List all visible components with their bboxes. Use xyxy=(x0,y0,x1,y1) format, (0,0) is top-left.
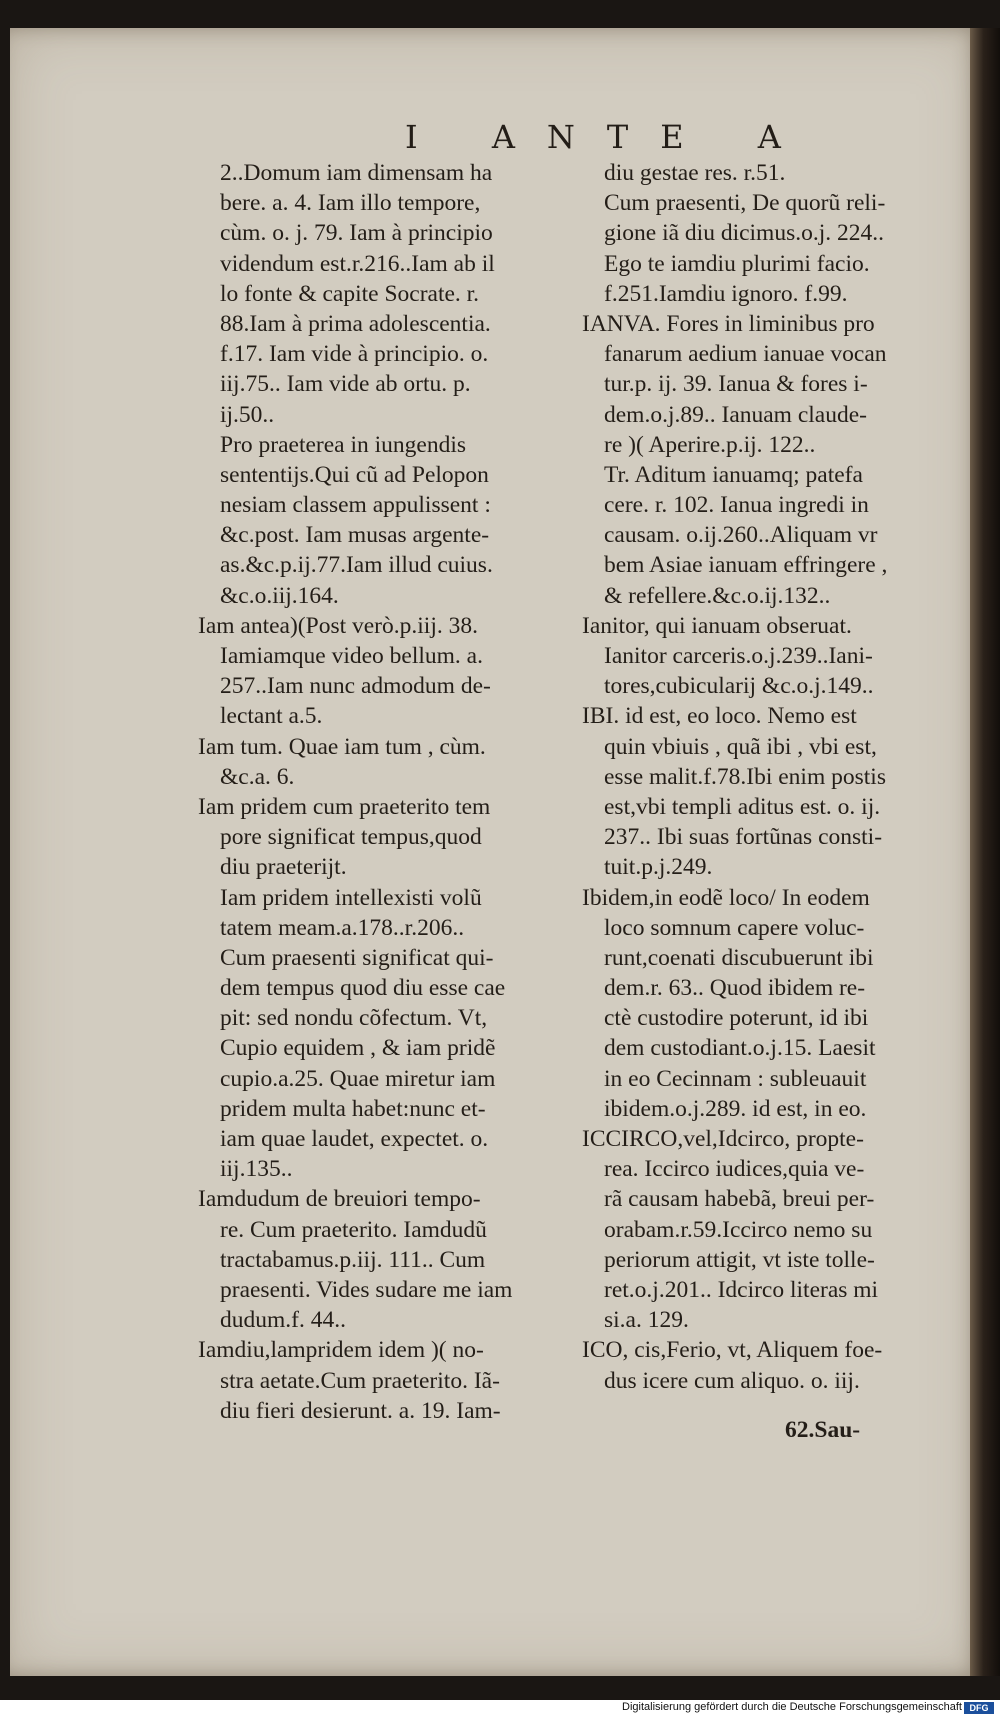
text-line: dus icere cum aliquo. o. iij. xyxy=(604,1367,860,1394)
text-line: esse malit.f.78.Ibi enim postis xyxy=(604,763,886,790)
text-line: IBI. id est, eo loco. Nemo est xyxy=(582,703,857,730)
text-line: ICO, cis,Ferio, vt, Aliquem foe- xyxy=(582,1337,883,1364)
text-line: periorum attigit, vt iste tolle- xyxy=(604,1246,875,1273)
text-line: f.17. Iam vide à principio. o. xyxy=(220,341,489,368)
text-line: Iam pridem intellexisti volũ xyxy=(220,884,482,911)
text-line: dem tempus quod diu esse cae xyxy=(220,975,506,1002)
text-line: 257..Iam nunc admodum de- xyxy=(220,673,491,700)
text-line: ctè custodire poterunt, id ibi xyxy=(604,1005,869,1032)
text-line: si.a. 129. xyxy=(604,1307,689,1334)
text-line: tores,cubicularij &c.o.j.149.. xyxy=(604,673,874,700)
text-line: Iamdiu,lampridem idem )( no- xyxy=(198,1337,484,1364)
text-line: Iam antea)(Post verò.p.iij. 38. xyxy=(198,612,478,639)
footer-credit: Digitalisierung gefördert durch die Deutsche Forschungsgemeinschaft xyxy=(622,1701,962,1713)
text-line: cere. r. 102. Ianua ingredi in xyxy=(604,492,869,519)
text-line: Cum praesenti significat qui- xyxy=(220,944,494,971)
text-line: praesenti. Vides sudare me iam xyxy=(220,1276,513,1303)
text-line: iam quae laudet, expectet. o. xyxy=(220,1126,489,1152)
left-column xyxy=(198,158,600,1426)
text-line: Iam tum. Quae iam tum , cùm. xyxy=(198,733,486,760)
text-line: Tr. Aditum ianuamq; patefa xyxy=(604,461,863,488)
text-line: Iam pridem cum praeterito tem xyxy=(198,793,491,820)
text-line: loco somnum capere voluc- xyxy=(604,914,865,941)
text-line: causam. o.ij.260..Aliquam vr xyxy=(604,522,878,549)
text-line: Ianitor carceris.o.j.239..Iani- xyxy=(604,643,873,669)
text-line: dem.o.j.89.. Ianuam claude- xyxy=(604,401,867,428)
text-line: re )( Aperire.p.ij. 122.. xyxy=(604,431,816,458)
text-line: Iamiamque video bellum. a. xyxy=(220,643,483,669)
text-line: stra aetate.Cum praeterito. Iã- xyxy=(220,1367,500,1394)
text-line: lectant a.5. xyxy=(220,703,323,730)
text-line: iij.135.. xyxy=(220,1156,293,1183)
running-head: I ANTE A xyxy=(405,118,813,156)
text-line: pridem multa habet:nunc et- xyxy=(220,1095,486,1122)
text-line: dem.r. 63.. Quod ibidem re- xyxy=(604,975,866,1002)
text-line: &c.o.iij.164. xyxy=(220,582,339,609)
text-line: Ibidem,in eodẽ loco/ In eodem xyxy=(582,884,870,911)
text-line: Cupio equidem , & iam pridẽ xyxy=(220,1035,496,1062)
text-line: Cum praesenti, De quorũ reli- xyxy=(604,190,886,217)
text-line: diu gestae res. r.51. xyxy=(604,160,786,186)
text-line: cupio.a.25. Quae miretur iam xyxy=(220,1065,496,1092)
text-line: cùm. o. j. 79. Iam à principio xyxy=(220,220,493,247)
text-line: IANVA. Fores in liminibus pro xyxy=(582,310,875,337)
catchword: 62.Sau- xyxy=(785,1417,861,1443)
text-line: 88.Iam à prima adolescentia. xyxy=(220,310,491,337)
text-line: bere. a. 4. Iam illo tempore, xyxy=(220,190,481,217)
text-line: 237.. Ibi suas fortũnas consti- xyxy=(604,824,883,851)
text-line: Pro praeterea in iungendis xyxy=(220,431,467,458)
dfg-logo: DFG xyxy=(964,1702,994,1714)
text-line: Ego te iamdiu plurimi facio. xyxy=(604,250,870,277)
text-line: Iamdudum de breuiori tempo- xyxy=(198,1186,481,1213)
text-line: iij.75.. Iam vide ab ortu. p. xyxy=(220,371,471,398)
text-line: orabam.r.59.Iccirco nemo su xyxy=(604,1216,873,1243)
text-line: videndum est.r.216..Iam ab il xyxy=(220,250,495,277)
text-line: nesiam classem appulissent : xyxy=(220,492,491,519)
text-line: &c.a. 6. xyxy=(220,763,295,790)
text-line: ICCIRCO,vel,Idcirco, propte- xyxy=(582,1126,864,1152)
page-bottom-edge xyxy=(0,1676,1000,1700)
text-line: tractabamus.p.iij. 111.. Cum xyxy=(220,1246,486,1273)
text-line: ibidem.o.j.289. id est, in eo. xyxy=(604,1095,867,1122)
text-line: diu fieri desierunt. a. 19. Iam- xyxy=(220,1397,501,1424)
text-line: 2..Domum iam dimensam ha xyxy=(220,160,493,186)
text-line: & refellere.&c.o.ij.132.. xyxy=(604,582,831,609)
text-line: rã causam habebã, breui per- xyxy=(604,1186,875,1213)
text-line: lo fonte & capite Socrate. r. xyxy=(220,280,480,307)
text-line: pore significat tempus,quod xyxy=(220,824,482,851)
text-line: tur.p. ij. 39. Ianua & fores i- xyxy=(604,371,868,398)
text-line: bem Asiae ianuam effringere , xyxy=(604,552,888,579)
text-line: Ianitor, qui ianuam obseruat. xyxy=(582,612,852,639)
text-line: pit: sed nondu cõfectum. Vt, xyxy=(220,1005,488,1032)
text-line: ij.50.. xyxy=(220,401,275,428)
text-line: as.&c.p.ij.77.Iam illud cuius. xyxy=(220,552,493,579)
text-line: runt,coenati discubuerunt ibi xyxy=(604,944,874,971)
text-line: gione iã diu dicimus.o.j. 224.. xyxy=(604,220,885,247)
text-line: quin vbiuis , quã ibi , vbi est, xyxy=(604,733,877,760)
text-line: tuit.p.j.249. xyxy=(604,854,713,881)
text-line: sententijs.Qui cũ ad Pelopon xyxy=(220,461,489,488)
text-line: tatem meam.a.178..r.206.. xyxy=(220,914,465,941)
right-column xyxy=(582,158,979,1396)
text-line: in eo Cecinnam : subleuauit xyxy=(604,1065,867,1092)
text-line: ret.o.j.201.. Idcirco literas mi xyxy=(604,1276,879,1303)
text-line: dem custodiant.o.j.15. Laesit xyxy=(604,1035,876,1062)
text-line: rea. Iccirco iudices,quia ve- xyxy=(604,1156,865,1183)
text-line: fanarum aedium ianuae vocan xyxy=(604,341,887,368)
text-line: &c.post. Iam musas argente- xyxy=(220,522,490,549)
text-line: diu praeterijt. xyxy=(220,854,347,881)
text-line: f.251.Iamdiu ignoro. f.99. xyxy=(604,280,848,307)
text-line: est,vbi templi aditus est. o. ij. xyxy=(604,793,881,820)
text-line: dudum.f. 44.. xyxy=(220,1307,346,1334)
text-line: re. Cum praeterito. Iamdudũ xyxy=(220,1216,487,1243)
